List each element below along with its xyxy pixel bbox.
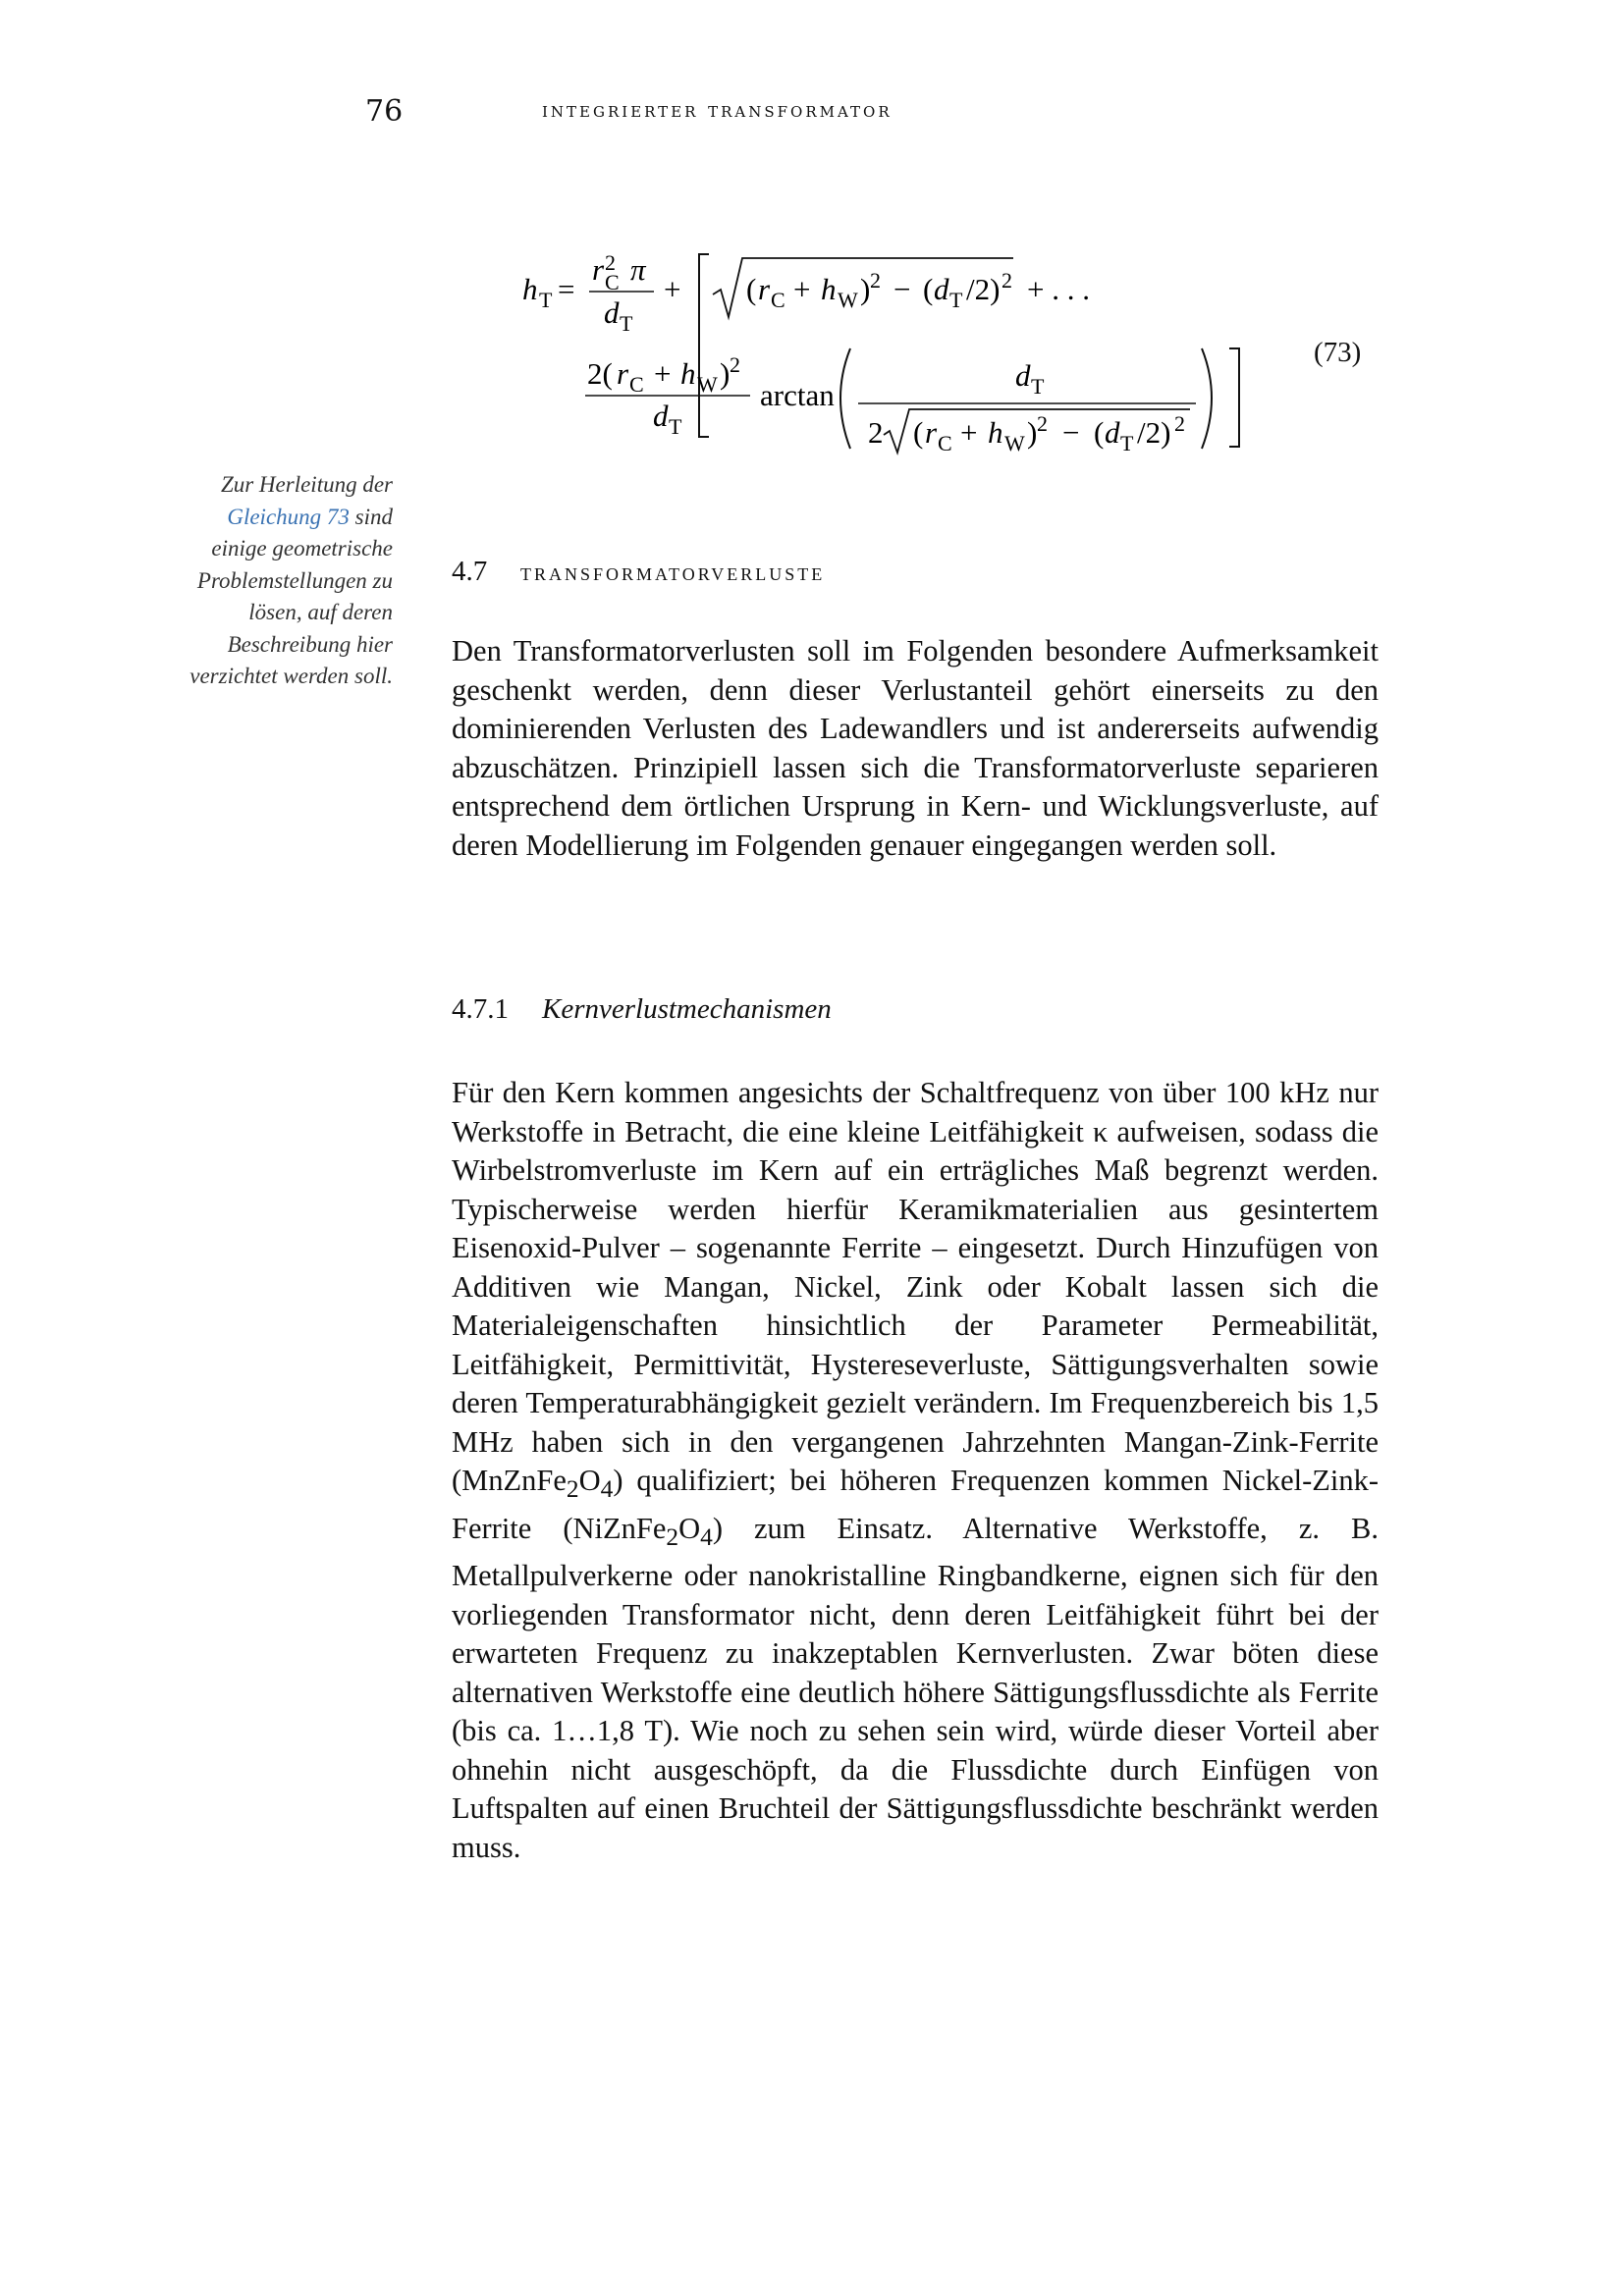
subscript: 4 [700,1522,713,1551]
svg-text:d: d [653,399,669,433]
svg-text:h: h [988,415,1003,450]
svg-text:2: 2 [868,415,884,450]
subsection-heading [452,993,832,1026]
svg-text:h: h [680,356,696,391]
svg-text:T: T [1120,431,1134,455]
svg-text:C: C [771,288,785,312]
svg-text:d: d [1105,415,1120,450]
margin-note [177,469,393,693]
svg-text:C: C [605,270,620,294]
svg-text:T: T [1031,374,1045,399]
section-heading [452,556,825,588]
svg-text:T: T [949,288,963,312]
svg-text:−: − [893,272,911,306]
section-paragraph: Den Transformatorverlusten soll im Folgenden besondere Aufmerksamkeit geschenkt werden, denn dieser Verlustanteil gehört einerseits zu den dominierenden Verlusten des Ladewandlers und ist andererseits aufwendig abzuschätzen. Prinzipiell lassen sich die Transformatorverluste separieren entsprechend dem örtlichen Ursprung in Kern- und Wicklungsverluste, auf deren Modellierung im Folgenden genauer eingegangen werden soll. [452,634,1379,862]
svg-text:π: π [630,252,646,287]
svg-text:+: + [793,272,811,306]
svg-text:/2): /2) [966,272,1001,306]
svg-text:h: h [821,272,837,306]
svg-text:): ) [720,356,731,391]
paragraph-text-part: ) qualifiziert; bei höheren Frequenzen kommen Nickel-Zink-Ferrite (NiZnFe [452,1464,1379,1545]
svg-text:=: = [558,272,575,306]
svg-text:+: + [664,272,681,306]
svg-text:d: d [604,295,620,330]
equation-number: (73) [1314,337,1362,368]
svg-text:d: d [934,272,949,306]
svg-text:2: 2 [1174,411,1185,436]
svg-text:2: 2 [1037,411,1048,436]
equation-graphic [511,240,1394,466]
svg-text:2(: 2( [587,356,613,391]
svg-text:): ) [1027,415,1038,450]
svg-text:C: C [629,372,644,397]
svg-text:W: W [697,372,718,397]
subsection-number: 4.7.1 [452,993,509,1025]
subscript: 2 [666,1522,679,1551]
paragraph-text-part: O [678,1511,701,1545]
paragraph-text-part: Für den Kern kommen angesichts der Schaltfrequenz von über 100 kHz nur Werkstoffe in Betracht, die eine kleine Leitfähigkeit κ aufweisen, sodass die Wirbelstromverluste im Kern auf ein erträgliches Maß begrenzt werden. Typischerweise werden hierfür Keramikmaterialien aus gesintertem Eisenoxid-Pulver – sogenannte Ferrite – eingesetzt. Durch Hinzufügen von Additiven wie Mangan, Nickel, Zink oder Kobalt lassen sich die Materialeigenschaften hinsichtlich der Parameter Permeabilität, Leitfähigkeit, Permittivität, Hystereseverluste, Sättigungsverhalten sowie deren Temperaturabhängigkeit gezielt verändern. Im Frequenzbereich bis 1,5 MHz haben sich in den vergangenen Jahrzehnten Mangan-Zink-Ferrite (MnZnFe [452,1076,1379,1497]
svg-text:r: r [592,252,605,287]
subscript: 2 [566,1475,579,1504]
svg-text:+: + [960,415,978,450]
svg-text:/2): /2) [1137,415,1171,450]
svg-text:+ . . .: + . . . [1027,272,1090,306]
svg-text:+: + [654,356,672,391]
svg-text:(: ( [1094,415,1105,450]
margin-note-text-start: Zur Herleitung der [220,472,393,497]
equation-73 [511,240,1394,466]
svg-text:arctan: arctan [760,378,835,412]
svg-text:d: d [1015,358,1031,393]
svg-text:T: T [620,311,633,336]
svg-text:h: h [522,272,538,306]
margin-note-text-end: sind einige geometrische Problemstellungen zu lösen, auf deren Beschreibung hier verzichtet werden soll. [189,504,393,688]
svg-text:r: r [758,272,771,306]
section-title: transformatorverluste [520,560,826,586]
svg-text:C: C [938,431,952,455]
svg-text:(: ( [923,272,934,306]
svg-text:2: 2 [870,268,881,293]
paragraph-text-part: O [578,1464,601,1497]
running-head: integrierter transformator [542,98,893,122]
svg-text:T: T [539,288,553,312]
svg-text:r: r [925,415,938,450]
svg-text:2: 2 [730,352,740,377]
svg-text:T: T [669,414,682,439]
svg-text:−: − [1062,415,1080,450]
equation-reference-link[interactable]: Gleichung 73 [227,504,350,529]
subsection-paragraph [452,1074,1379,1867]
svg-text:2: 2 [1001,268,1012,293]
svg-text:): ) [860,272,871,306]
subsection-title: Kernverlustmechanismen [542,993,832,1025]
svg-text:2: 2 [605,250,616,275]
svg-text:(: ( [913,415,924,450]
section-number: 4.7 [452,556,488,587]
paragraph-text-part: ) zum Einsatz. Alternative Werkstoffe, z. B. Metallpulverkerne oder nanokristalline Ringbandkerne, eignen sich für den vorliegenden Transformator nicht, denn deren Leitfähigkeit führt bei der erwarteten Frequenz zu inakzeptablen Kernverlusten. Zwar böten diese alternativen Werkstoffe eine deutlich höhere Sättigungsflussdichte als Ferrite (bis ca. 1…1,8 T). Wie noch zu sehen sein wird, würde dieser Vorteil aber ohnehin nicht ausgeschöpft, da die Flussdichte durch Einfügen von Luftspalten auf einen Bruchteil der Sättigungsflussdichte beschränkt werden muss. [452,1511,1379,1864]
svg-text:r: r [617,356,629,391]
page-number: 76 [365,94,404,129]
subscript: 4 [600,1475,614,1504]
svg-text:W: W [1004,431,1025,455]
svg-text:W: W [838,288,858,312]
svg-text:(: ( [746,272,757,306]
